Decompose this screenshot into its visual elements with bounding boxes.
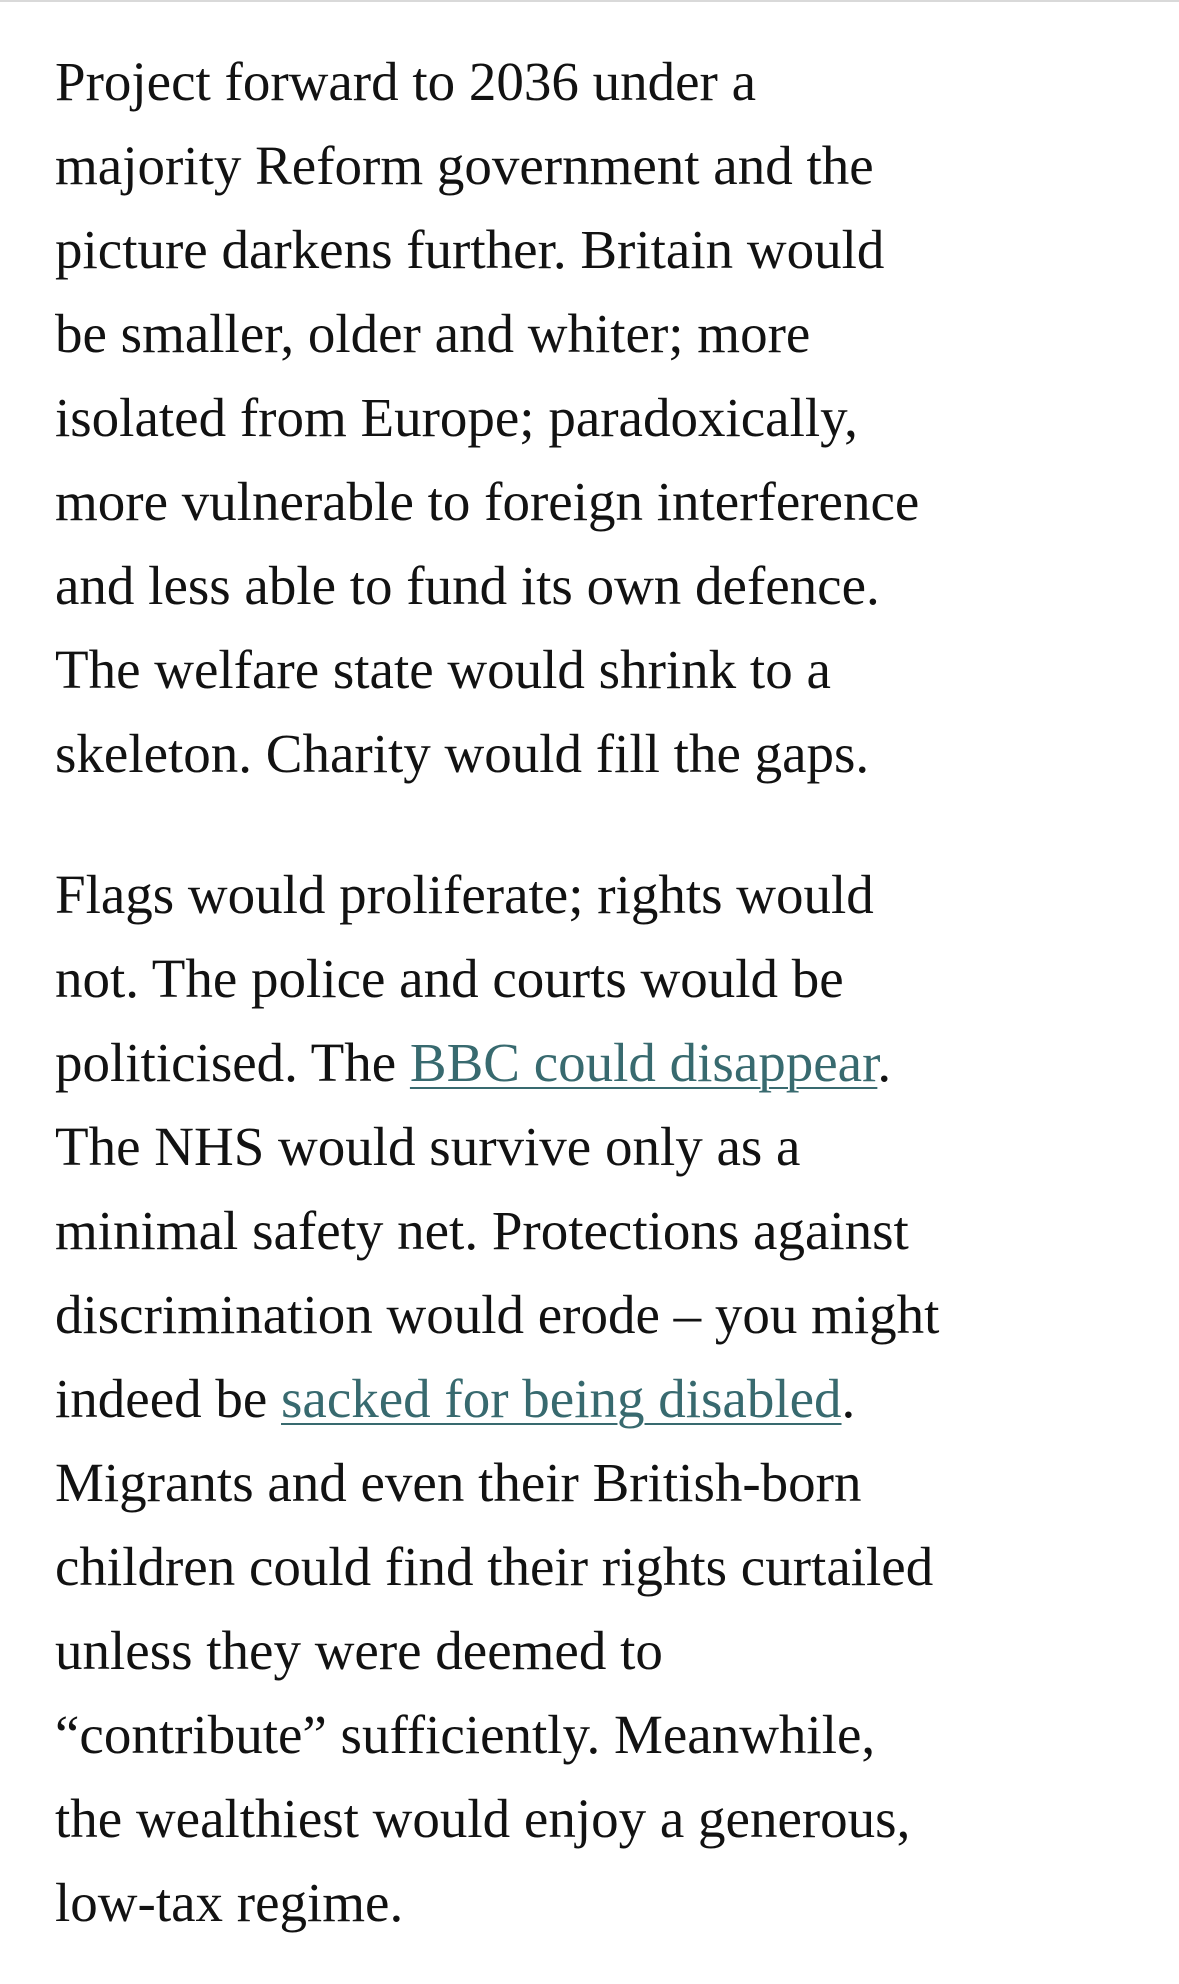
- text-segment: low-tax regime.: [55, 1872, 404, 1933]
- text-segment: .: [841, 1368, 856, 1429]
- text-segment: “contribute” sufficiently. Meanwhile,: [55, 1704, 876, 1765]
- text-line: [55, 208, 1155, 292]
- text-segment: the wealthiest would enjoy a generous,: [55, 1788, 911, 1849]
- text-segment: majority Reform government and the: [55, 135, 874, 196]
- text-segment: isolated from Europe; paradoxically,: [55, 387, 858, 448]
- text-segment: minimal safety net. Protections against: [55, 1200, 909, 1261]
- text-segment: .: [877, 1032, 892, 1093]
- article-paragraph: [55, 40, 1155, 796]
- text-segment: not. The police and courts would be: [55, 948, 844, 1009]
- text-segment: picture darkens further. Britain would: [55, 219, 885, 280]
- text-line: [55, 376, 1155, 460]
- text-line: [55, 1357, 1155, 1441]
- text-line: [55, 1021, 1155, 1105]
- text-line: [55, 712, 1155, 796]
- text-line: [55, 544, 1155, 628]
- text-line: [55, 124, 1155, 208]
- bbc-could-disappear-link[interactable]: BBC could disappear: [409, 1032, 878, 1093]
- text-segment: indeed be: [55, 1368, 282, 1429]
- text-segment: politicised. The: [55, 1032, 410, 1093]
- text-line: [55, 292, 1155, 376]
- article-body: [55, 40, 1155, 1945]
- text-line: [55, 937, 1155, 1021]
- text-line: [55, 853, 1155, 937]
- text-segment: Flags would proliferate; rights would: [55, 864, 874, 925]
- text-segment: Project forward to 2036 under a: [55, 51, 757, 112]
- text-segment: unless they were deemed to: [55, 1620, 663, 1681]
- text-segment: The welfare state would shrink to a: [55, 639, 831, 700]
- top-divider: [0, 0, 1179, 2]
- text-segment: children could find their rights curtailed: [55, 1536, 934, 1597]
- text-line: [55, 1441, 1155, 1525]
- text-line: [55, 1105, 1155, 1189]
- article-paragraph: [55, 853, 1155, 1945]
- text-line: [55, 1525, 1155, 1609]
- text-line: [55, 1777, 1155, 1861]
- text-line: [55, 1189, 1155, 1273]
- text-line: [55, 460, 1155, 544]
- sacked-for-being-disabled-link[interactable]: sacked for being disabled: [281, 1368, 842, 1429]
- text-segment: more vulnerable to foreign interference: [55, 471, 920, 532]
- text-segment: be smaller, older and whiter; more: [55, 303, 811, 364]
- text-line: [55, 1693, 1155, 1777]
- text-line: [55, 1273, 1155, 1357]
- text-segment: skeleton. Charity would fill the gaps.: [55, 723, 870, 784]
- text-segment: The NHS would survive only as a: [55, 1116, 801, 1177]
- text-line: [55, 1861, 1155, 1945]
- text-line: [55, 1609, 1155, 1693]
- text-line: [55, 628, 1155, 712]
- text-segment: Migrants and even their British-born: [55, 1452, 862, 1513]
- text-segment: and less able to fund its own defence.: [55, 555, 880, 616]
- text-segment: discrimination would erode – you might: [55, 1284, 940, 1345]
- text-line: [55, 40, 1155, 124]
